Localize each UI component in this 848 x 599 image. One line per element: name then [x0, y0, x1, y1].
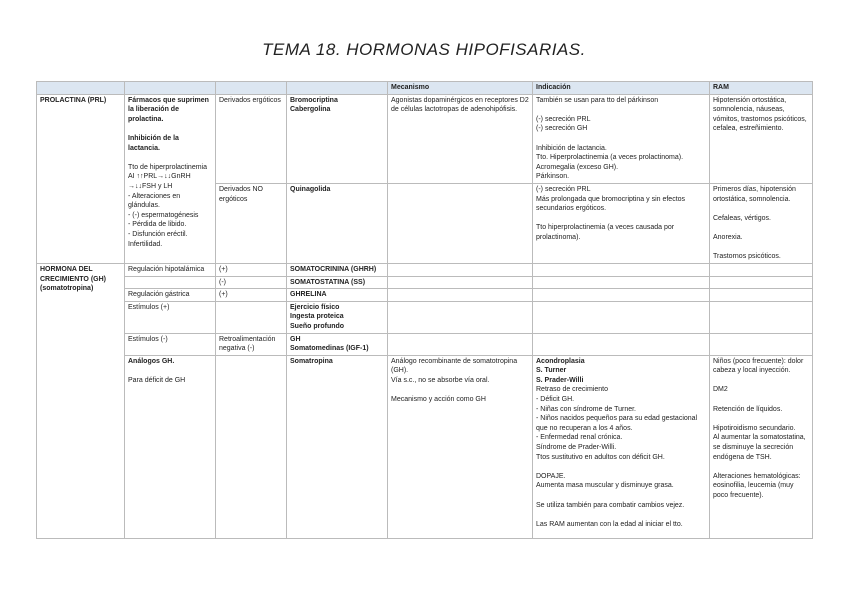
ram-cell — [710, 183, 813, 263]
page-title: TEMA 18. HORMONAS HIPOFISARIAS. — [262, 40, 586, 59]
line-gap — [713, 223, 809, 233]
text-line: Retención de líquidos. — [713, 405, 783, 413]
text-line: Inhibición de lactancia. — [536, 144, 607, 152]
mecanismo-cell — [388, 355, 533, 538]
line-gap — [713, 462, 809, 472]
text-line: Más prolongada que bromocriptina y sin efectos secundarios ergóticos. — [536, 195, 686, 213]
text-line: Mecanismo y acción como GH — [391, 396, 486, 404]
text-line: (-) secreción PRL — [536, 185, 591, 193]
line-gap — [536, 462, 706, 472]
hormone-cell — [287, 276, 388, 289]
text-line: Tto. Hiperprolactinemia (a veces prolactinoma). — [536, 154, 684, 162]
text-line: - Alteraciones en glándulas. — [128, 192, 181, 210]
header-cell — [37, 82, 125, 95]
header-cell — [216, 82, 287, 95]
text-line: Alteraciones hematológicas: eosinofilia, leucemia (muy poco frecuente). — [713, 472, 801, 499]
drug-class: Derivados ergóticos — [216, 94, 287, 183]
table-row — [37, 355, 813, 538]
prolactina-label: PROLACTINA (PRL) — [37, 94, 125, 263]
header-cell — [287, 82, 388, 95]
text-line: Análogos GH. — [128, 357, 175, 365]
text-line: Retraso de crecimiento — [536, 386, 608, 394]
text-line: También se usan para tto del párkinson — [536, 96, 659, 104]
text-line: SOMATOCRININA (GHRH) — [290, 265, 377, 273]
indicacion-cell — [533, 94, 710, 183]
text-line: - (-) espermatogénesis — [128, 211, 199, 219]
text-line: S. Prader-Willi — [536, 376, 584, 384]
line-gap — [713, 414, 809, 424]
drug-names — [287, 183, 388, 263]
text-line: GH — [290, 335, 301, 343]
text-line: DOPAJE. — [536, 472, 566, 480]
text-line: Hipotensión ortostática, somnolencia, náuseas, vómitos, trastornos psicóticos, cefalea, estreñimiento. — [713, 96, 807, 133]
regulation-cell: Regulación gástrica — [125, 289, 216, 302]
regulation-cell: Estímulos (-) — [125, 333, 216, 355]
text-line: - Pérdida de libido. — [128, 221, 187, 229]
drug-names: Somatropina — [287, 355, 388, 538]
text-line: Tto hiperprolactinemia (a veces causada por prolactinoma). — [536, 224, 675, 241]
text-line: Acromegalia (exceso GH). — [536, 163, 619, 171]
header-row — [37, 82, 813, 95]
text-line: Párkinson. — [536, 173, 570, 181]
line-gap — [128, 366, 212, 376]
line-gap — [536, 510, 706, 520]
text-line: Hipotiroidismo secundario. — [713, 424, 796, 432]
line-gap — [713, 243, 809, 253]
regulation-cell: Estímulos (+) — [125, 301, 216, 333]
effect-cell: Retroalimentación negativa (-) — [216, 333, 287, 355]
drug-class: Derivados NO ergóticos — [216, 183, 287, 263]
prolactina-description — [125, 94, 216, 263]
text-line: →↓↓FSH y LH — [128, 182, 173, 190]
gh-label: HORMONA DEL CRECIMIENTO (GH) (somatotropina) — [37, 263, 125, 538]
text-line: - Disfunción eréctil. — [128, 230, 188, 238]
text-line: (-) secreción PRL — [536, 115, 591, 123]
table-row — [37, 94, 813, 183]
text-line: Las RAM aumentan con la edad al iniciar el tto. — [536, 520, 683, 528]
indicacion-cell — [533, 355, 710, 538]
text-line: DM2 — [713, 386, 728, 394]
hormones-table — [36, 81, 813, 539]
line-gap — [128, 153, 212, 163]
line-gap — [536, 214, 706, 224]
text-line: Vía s.c., no se absorbe vía oral. — [391, 376, 490, 384]
text-line: Sueño profundo — [290, 322, 345, 330]
text-line: Aumenta masa muscular y disminuye grasa. — [536, 482, 674, 490]
line-gap — [713, 395, 809, 405]
text-line: - Déficit GH. — [536, 396, 575, 404]
line-gap — [536, 105, 706, 115]
text-line: Para déficit de GH — [128, 376, 186, 384]
line-gap — [713, 376, 809, 386]
line-gap — [391, 385, 529, 395]
analogos-cell — [125, 355, 216, 538]
text-line: Síndrome de Prader-Willi. — [536, 444, 617, 452]
text-line: Ingesta proteica — [290, 313, 344, 321]
text-line: Cabergolina — [290, 106, 331, 114]
text-line: Agonistas dopaminérgicos en receptores D2 de células lactotropas de adenohipófisis. — [391, 96, 529, 114]
header-ram: RAM — [710, 82, 813, 95]
effect-cell: (+) — [216, 263, 287, 276]
line-gap — [128, 124, 212, 134]
table-row — [37, 333, 813, 355]
text-line: Tto de hiperprolactinemia — [128, 163, 207, 171]
text-line: AI ↑↑PRL→↓↓GnRH — [128, 173, 191, 181]
text-line: GHRELINA — [290, 291, 327, 299]
text-line: Trastornos psicóticos. — [713, 253, 781, 261]
regulation-cell: Regulación hipotalámica — [125, 263, 216, 276]
effect-cell: (+) — [216, 289, 287, 302]
table-row — [37, 289, 813, 302]
mecanismo-cell — [388, 94, 533, 183]
text-line: - Niños nacidos pequeños para su edad gestacional que no recuperan a los 4 años. — [536, 415, 698, 432]
text-line: Anorexia. — [713, 233, 743, 241]
hormone-cell — [287, 289, 388, 302]
effect-cell: (-) — [216, 276, 287, 289]
text-line: SOMATOSTATINA (SS) — [290, 278, 366, 286]
indicacion-cell — [533, 183, 710, 263]
ram-cell — [710, 355, 813, 538]
text-line: (-) secreción GH — [536, 125, 588, 133]
text-line: Análogo recombinante de somatotropina (GH). — [391, 357, 518, 375]
hormone-cell — [287, 301, 388, 333]
table-row — [37, 276, 813, 289]
text-line: Se utiliza también para combatir cambios vejez. — [536, 501, 685, 509]
table-row — [37, 301, 813, 333]
hormone-cell — [287, 263, 388, 276]
mecanismo-cell — [388, 183, 533, 263]
text-line: Infertilidad. — [128, 240, 163, 248]
drug-names — [287, 94, 388, 183]
text-line: S. Turner — [536, 367, 567, 375]
effect-cell — [216, 301, 287, 333]
text-line: Inhibición de la lactancia. — [128, 134, 179, 152]
text-line: Al aumentar la somatostatina, se disminuye la secreción endógena de TSH. — [713, 434, 806, 461]
text-line: Niños (poco frecuente): dolor cabeza y local inyección. — [713, 357, 804, 375]
line-gap — [713, 204, 809, 214]
line-gap — [536, 491, 706, 501]
regulation-cell — [125, 276, 216, 289]
text-line: Cefaleas, vértigos. — [713, 214, 771, 222]
table-row — [37, 263, 813, 276]
text-line: Quinagolida — [290, 185, 331, 193]
text-line: - Enfermedad renal crónica. — [536, 434, 623, 442]
text-line: - Niñas con síndrome de Turner. — [536, 405, 636, 413]
text-line: Bromocriptina — [290, 96, 338, 104]
line-gap — [536, 134, 706, 144]
hormone-cell — [287, 333, 388, 355]
text-line: Somatomedinas (IGF-1) — [290, 345, 369, 353]
header-mecanismo: Mecanismo — [388, 82, 533, 95]
ram-cell — [710, 94, 813, 183]
text-line: Fármacos que suprimen la liberación de prolactina. — [128, 96, 209, 123]
text-line: Ttos sustitutivo en adultos con déficit GH. — [536, 453, 665, 461]
header-cell — [125, 82, 216, 95]
text-line: Primeros días, hipotensión ortostática, somnolencia. — [713, 185, 796, 203]
text-line: Acondroplasia — [536, 357, 585, 365]
text-line: Ejercicio físico — [290, 303, 340, 311]
header-indicacion: Indicación — [533, 82, 710, 95]
